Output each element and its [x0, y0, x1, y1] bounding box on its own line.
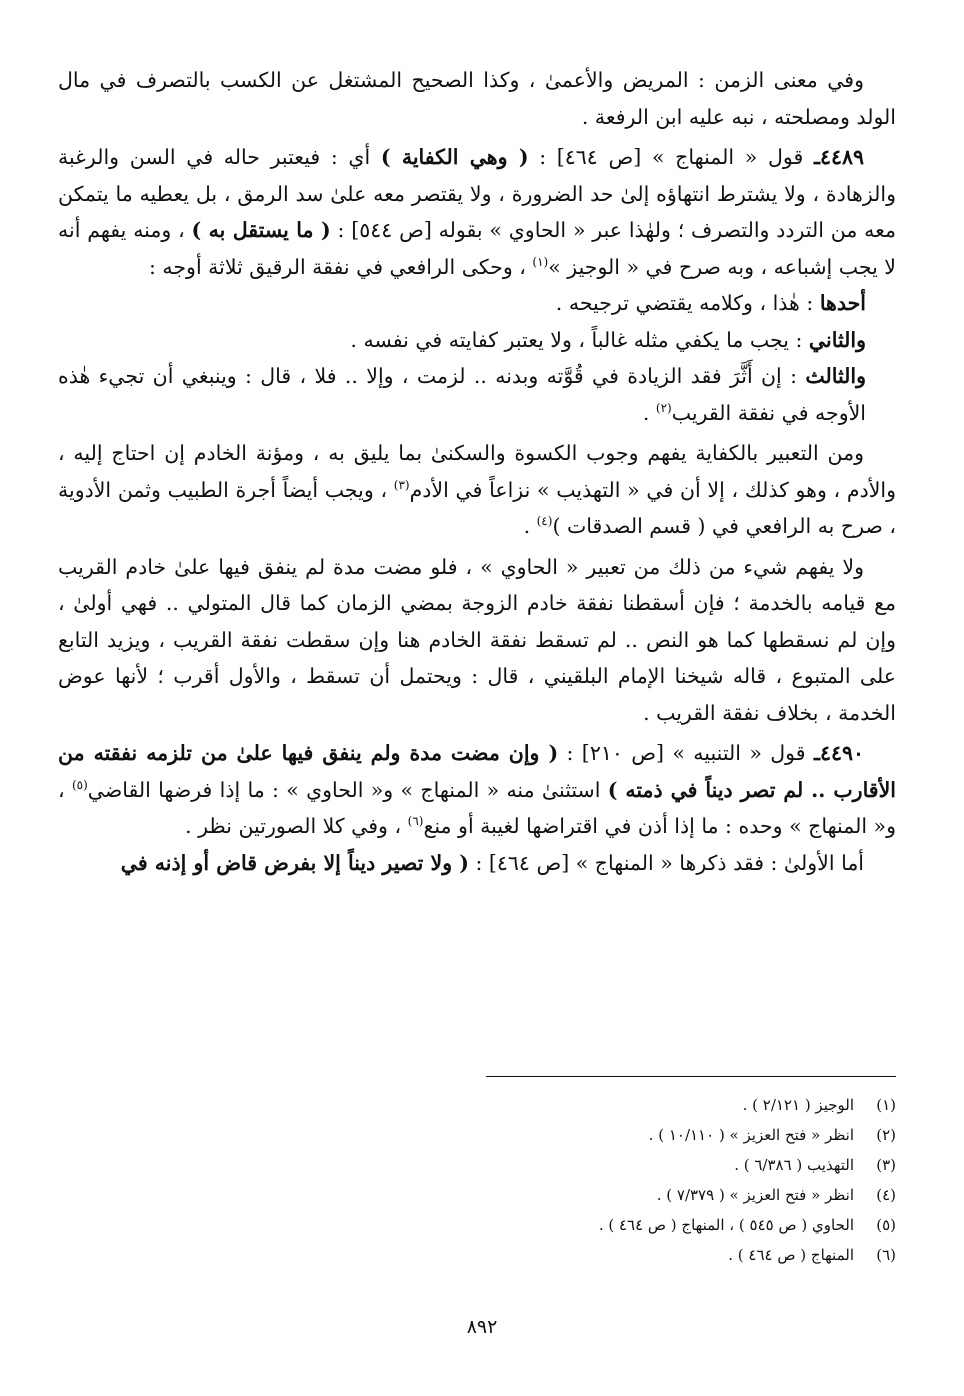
bold-text: ٤٤٩٠ـ: [813, 741, 864, 765]
text-segment: : هٰذا ، وكلامه يقتضي ترجيحه .: [555, 291, 820, 315]
footnote-number: (٦): [876, 1246, 896, 1264]
bold-text: ( ما يستقل به ): [191, 218, 331, 242]
footnote-item: [400, 1210, 896, 1240]
footnote-number: (٥): [876, 1216, 896, 1234]
paragraph-first_case: [58, 845, 896, 882]
bold-text: والثاني: [808, 327, 866, 352]
page-number: ٨٩٢: [466, 1316, 498, 1338]
text-segment: ، ومنه يفهم أنه لا يجب إشباعه ، وبه صرح في « الوجيز »: [58, 218, 896, 279]
footnote-reference: (٤): [536, 514, 553, 529]
footnote-item: [400, 1240, 896, 1270]
paragraph-second: [58, 322, 896, 359]
text-segment: : إن أَثَّرَ فقد الزيادة في قُوَّته وبدنه .. لزمت ، وإلا .. فلا ، قال : وينبغي أن تجيء هٰذه الأوجه في نفقة القريب: [58, 364, 866, 425]
text-segment: .: [523, 514, 537, 538]
text-segment: أما الأولىٰ : فقد ذكرها « المنهاج » [ص ٤٦٤] :: [468, 850, 864, 875]
footnote-number: (١): [876, 1096, 896, 1114]
bold-text: ( ولا تصير ديناً إلا بفرض قاض أو إذنه في: [120, 850, 469, 875]
bold-text: أحدها: [819, 291, 866, 315]
text-segment: ، وفي كلا الصورتين نظر .: [185, 814, 408, 838]
text-segment: ولا يفهم شيء من ذلك من تعبير « الحاوي » ، فلو مضت مدة لم ينفق فيها علىٰ خادم القريب مع قيامه بالخدمة ؛ فإن أسقطنا نفقة خادم الزوجة بمضي الزمان كما قال المتولي .. فهي أولىٰ ، وإن لم نسقطها كما هو النص .. لم تسقط نفقة الخادم هنا وإن سقطت نفقة القريب ، ويزيد التابع على المتبوع ، قاله شيخنا الإمام البلقيني ، قال : ويحتمل أن تسقط ، والأول أقرب ؛ لأنها عوض الخدمة ، بخلاف نفقة القريب .: [58, 554, 896, 725]
text-segment: : يجب ما يكفي مثله غالباً ، ولا يعتبر كفايته في نفسه .: [350, 327, 809, 352]
text-segment: ومن التعبير بالكفاية يفهم وجوب الكسوة والسكنىٰ بما يليق به ، ومؤنة الخادم إن احتاج إليه ، والأدم ، وهو كذلك ، إلا أن في « التهذيب » نزاعاً في الأدم: [58, 441, 896, 502]
bold-text: ( وإن مضت مدة ولم ينفق فيها علىٰ من تلزمه نفقته من الأقارب .. لم تصر ديناً في ذمته ): [58, 741, 896, 802]
text-segment: وفي معنى الزمن : المريض والأعمىٰ ، وكذا الصحيح المشتغل عن الكسب بالتصرف في مال الولد ومصلحته ، نبه عليه ابن الرفعة .: [58, 68, 896, 129]
text-segment: ، وحكى الرافعي في نفقة الرقيق ثلاثة أوجه :: [148, 254, 533, 279]
text-segment: قول « المنهاج » [ص ٤٦٤] :: [528, 145, 814, 169]
footnote-text: الحاوي ( ص ٥٤٥ ) ، المنهاج ( ص ٤٦٤ ) .: [598, 1216, 854, 1234]
bold-text: ( وهي الكفاية ): [380, 145, 529, 169]
paragraph-first: [58, 285, 896, 322]
text-segment: قول « التنبيه » [ص ٢١٠] :: [558, 741, 814, 765]
footnote-reference: (١): [532, 254, 549, 269]
footnote-text: انظر « فتح العزيز » ( ١٠/١١٠ ) .: [648, 1126, 854, 1144]
footnote-item: [400, 1150, 896, 1180]
footnote-divider: [486, 1076, 896, 1077]
text-segment: ، ويجب أيضاً أجرة الطبيب وثمن الأدوية ، صرح به الرافعي في ( قسم الصدقات ): [58, 477, 896, 538]
footnote-item: [400, 1120, 896, 1150]
paragraph-kifaya: [58, 435, 896, 545]
footnotes: [400, 1090, 896, 1270]
footnote-reference: (٥): [71, 777, 88, 792]
footnote-item: [400, 1090, 896, 1120]
paragraph-khadim: [58, 549, 896, 732]
footnote-text: التهذيب ( ٦/٣٨٦ ) .: [734, 1156, 854, 1174]
footnote-reference: (٢): [655, 400, 672, 415]
footnote-reference: (٦): [407, 814, 424, 829]
footnote-text: انظر « فتح العزيز » ( ٧/٣٧٩ ) .: [656, 1186, 854, 1204]
footnote-number: (٢): [876, 1126, 896, 1144]
paragraph-third: [58, 358, 896, 431]
paragraph-p4490: [58, 735, 896, 845]
text-segment: ، و« المنهاج » وحده : ما إذا أذن في اقتراضها لغيبة أو منع: [58, 777, 896, 838]
bold-text: والثالث: [805, 364, 866, 388]
footnote-item: [400, 1180, 896, 1210]
footnote-reference: (٣): [393, 477, 410, 492]
footnote-text: الوجيز ( ٢/١٢١ ) .: [742, 1096, 854, 1114]
footnote-number: (٤): [876, 1186, 896, 1204]
main-text: [58, 62, 896, 881]
bold-text: ٤٤٨٩ـ: [813, 145, 864, 169]
paragraph-p4489: [58, 139, 896, 285]
paragraph-intro: [58, 62, 896, 135]
footnote-number: (٣): [876, 1156, 896, 1174]
text-segment: استثنىٰ منه « المنهاج » و« الحاوي » : ما إذا فرضها القاضي: [87, 777, 608, 802]
footnote-text: المنهاج ( ص ٤٦٤ ) .: [728, 1246, 854, 1264]
text-segment: أي : فيعتبر حاله في السن والرغبة والزهادة ، ولا يشترط انتهاؤه إلىٰ حد الضرورة ، ولا يقتصر معه علىٰ سد الرمق ، بل يعطيه ما يتمكن معه من التردد والتصرف ؛ ولهٰذا عبر « الحاوي » بقوله [ص ٥٤٤] :: [58, 145, 897, 242]
text-segment: .: [642, 400, 656, 425]
